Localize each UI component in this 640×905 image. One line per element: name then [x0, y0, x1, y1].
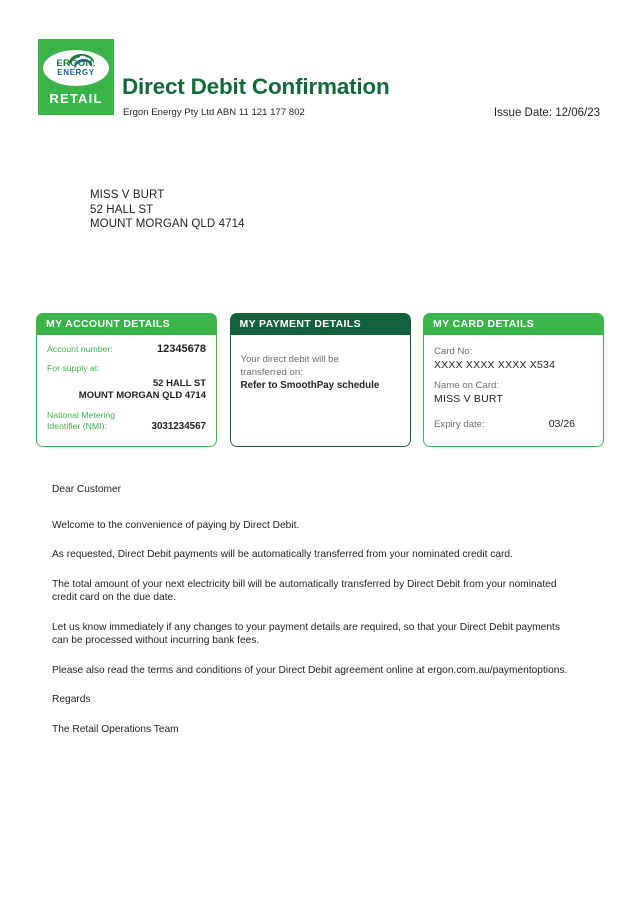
ergon-retail-logo [38, 39, 114, 115]
nmi-value: 3031234567 [151, 421, 206, 432]
supply-address-line2: MOUNT MORGAN QLD 4714 [78, 390, 206, 401]
account-number-label: Account number: [47, 344, 113, 354]
logo-division-label: RETAIL [49, 91, 103, 106]
card-expiry-label: Expiry date: [434, 419, 485, 430]
letter-paragraph-2: As requested, Direct Debit payments will be automatically transferred from your nominated credit card. [52, 549, 513, 560]
letter-body [52, 483, 578, 752]
card-expiry-value: 03/26 [548, 418, 575, 430]
logo-brand-line1: ERGON. [56, 58, 96, 69]
nmi-row [47, 410, 206, 432]
card-details-body [423, 335, 604, 447]
card-holder-label: Name on Card: [434, 380, 500, 391]
letter-signoff: Regards [52, 694, 91, 705]
payment-details-body [230, 335, 411, 447]
card-expiry-row [434, 418, 593, 431]
letter-paragraph-3: The total amount of your next electricity bill will be automatically transferred by Direct Debit from your nominated credit card on the due date. [52, 578, 557, 603]
recipient-locality: MOUNT MORGAN QLD 4714 [90, 218, 245, 230]
document-header [0, 0, 640, 150]
payment-details-heading: MY PAYMENT DETAILS [230, 313, 411, 335]
letter-team: The Retail Operations Team [52, 723, 179, 735]
account-details-card [36, 313, 217, 447]
letter-salutation: Dear Customer [52, 484, 122, 495]
nmi-label [47, 410, 115, 432]
card-number-value: XXXX XXXX XXXX X534 [434, 359, 556, 371]
payment-text-line1: Your direct debit will be [240, 354, 339, 365]
account-details-body [36, 335, 217, 447]
recipient-name: MISS V BURT [90, 189, 165, 201]
recipient-street: 52 HALL ST [90, 203, 154, 216]
card-holder-value: MISS V BURT [434, 393, 504, 405]
letter-paragraph-1: Welcome to the convenience of paying by Direct Debit. [52, 519, 300, 531]
recipient-address [90, 188, 245, 232]
page-title: Direct Debit Confirmation [122, 74, 390, 99]
nmi-label-line2: Identifier (NMI): [47, 421, 107, 431]
logo-brand-line2: ENERGY [57, 68, 95, 77]
letter-paragraph-5: Please also read the terms and conditions of your Direct Debit agreement online at ergon.com.au/paymentoptions. [52, 664, 568, 676]
payment-text-line2: transferred on: [240, 367, 303, 378]
supply-address-line1: 52 HALL ST [152, 378, 206, 389]
supply-address-label: For supply at: [47, 363, 100, 373]
account-number-value: 12345678 [157, 343, 206, 355]
payment-schedule-value: Refer to SmoothPay schedule [240, 380, 380, 391]
issue-date: Issue Date: 12/06/23 [493, 107, 600, 119]
account-number-row [47, 343, 206, 355]
nmi-label-line1: National Metering [47, 410, 116, 420]
card-details-card [423, 313, 604, 447]
letter-paragraph-4: Let us know immediately if any changes to your payment details are required, so that your Direct Debit payments can be processed without incurring bank fees. [52, 621, 560, 646]
details-card-row [36, 313, 604, 447]
card-number-label: Card No: [434, 346, 473, 357]
payment-details-card [230, 313, 411, 447]
legal-entity-line: Ergon Energy Pty Ltd ABN 11 121 177 802 [123, 107, 305, 118]
card-details-heading: MY CARD DETAILS [423, 313, 604, 335]
logo-oval-shape [43, 50, 109, 86]
account-details-heading: MY ACCOUNT DETAILS [36, 313, 217, 335]
supply-address-block [47, 363, 206, 402]
